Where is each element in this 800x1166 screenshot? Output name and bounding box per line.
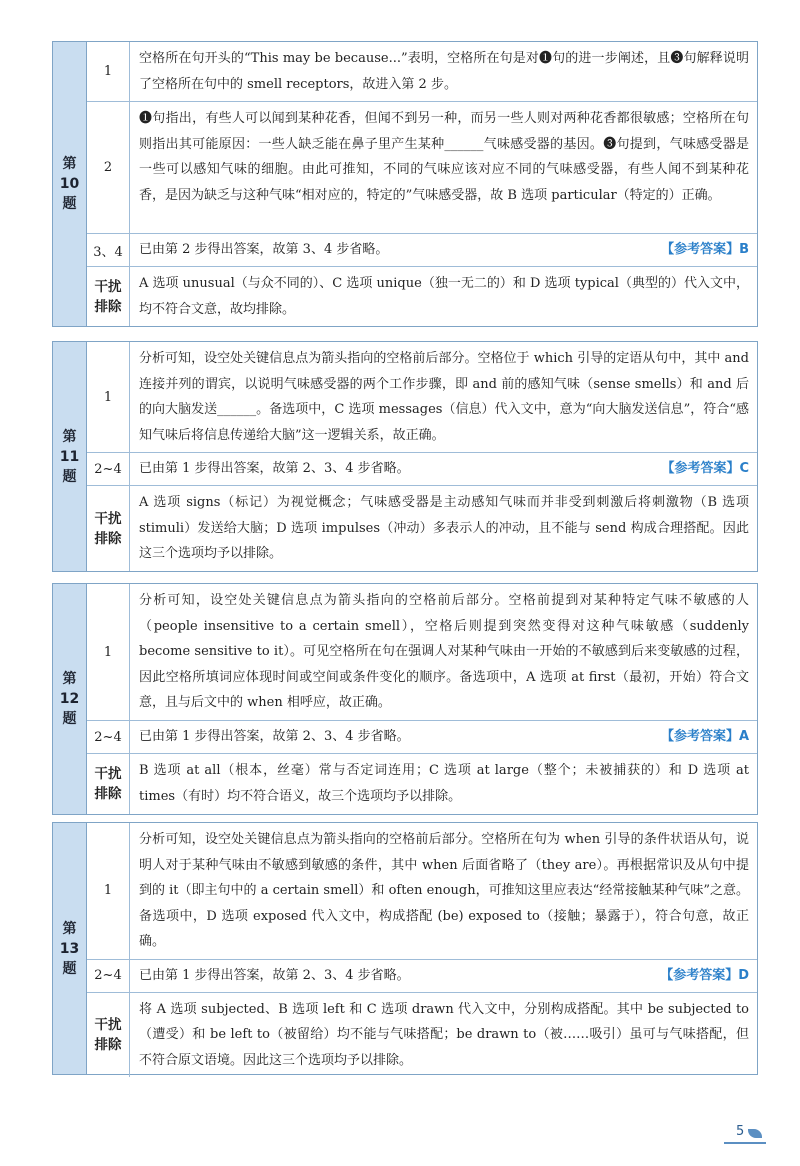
distractor-text: B 选项 at all（根本，丝毫）常与否定词连用；C 选项 at large（整个；未被捕获的）和 D 选项 at times（有时）均不符合语义，故三个选项均予以排除。 (139, 763, 749, 804)
step-number: 2~4 (87, 453, 130, 485)
step-row (87, 233, 757, 266)
distractor-label: 干扰 排除 (87, 486, 130, 571)
page-number: 5 (736, 1124, 745, 1139)
distractor-row (87, 992, 757, 1078)
question-12-block (52, 583, 758, 815)
page-leaf-icon (748, 1129, 762, 1138)
answer-badge: 【参考答案】A (660, 729, 749, 745)
answer-badge: 【参考答案】D (660, 967, 749, 983)
step-row (87, 101, 757, 233)
step-row (87, 584, 757, 720)
step-number: 1 (87, 342, 130, 452)
step-row (87, 42, 757, 101)
question-11-block (52, 341, 758, 572)
step-text: ❶句指出，有些人可以闻到某种花香，但闻不到另一种，而另一些人则对两种花香都很敏感；空格所在句则指出其可能原因：一些人缺乏能在鼻子里产生某种______气味感受器的基因。❸句提到，气味感受器是一些可以感知气味的细胞。由此可推知，不同的气味应该对应不同的气味感受器，有些人闻不到某种花香，是因为缺乏与这种气味“相对应的，特定的”气味感受器，故 B 选项 particular（特定的）正确。 (139, 111, 749, 203)
question-label: 第 12 题 (53, 584, 87, 814)
question-label: 第 11 题 (53, 342, 87, 571)
distractor-label: 干扰 排除 (87, 993, 130, 1078)
step-text: 空格所在句开头的“This may be because...”表明，空格所在句是对❶句的进一步阐述，且❸句解释说明了空格所在句中的 smell receptors，故进入第 2 步。 (139, 51, 749, 92)
question-label: 第 10 题 (53, 42, 87, 326)
distractor-text: 将 A 选项 subjected、B 选项 left 和 C 选项 drawn 代入文中，分别构成搭配。其中 be subjected to（遭受）和 be left to（被留给）均不能与气味搭配；be drawn to（被……吸引）虽可与气味搭配，但不符合原文语境。因此这三个选项均予以排除。 (139, 1001, 749, 1068)
step-text: 分析可知，设空处关键信息点为箭头指向的空格前后部分。空格所在句为 when 引导的条件状语从句，说明人对于某种气味由不敏感到敏感的条件，其中 when 后面省略了（they are）。再根据常识及从句中提到的 it（即主句中的 a certain smell）和 often enough，可推知这里应表达“经常接触某种气味”之意。备选项中，D 选项 exposed 代入文中，构成搭配 (be) exposed to（接触；暴露于），符合句意，故正确。 (139, 832, 749, 949)
step-text: 已由第 1 步得出答案，故第 2、3、4 步省略。 (139, 461, 410, 477)
step-text: 已由第 2 步得出答案，故第 3、4 步省略。 (139, 242, 389, 258)
answer-badge: 【参考答案】B (661, 242, 749, 258)
step-number: 1 (87, 584, 130, 720)
question-13-block (52, 822, 758, 1075)
step-text: 已由第 1 步得出答案，故第 2、3、4 步省略。 (139, 729, 410, 745)
step-text: 分析可知，设空处关键信息点为箭头指向的空格前后部分。空格前提到对某种特定气味不敏感的人（people insensitive to a certain smell），空格后则提到突然变得对这种气味敏感（suddenly become sensitive to it）。可见空格所在句在强调人对某种气味由一开始的不敏感到后来变敏感的过程，因此空格所填词应体现时间或空间或条件变化的顺序。备选项中，A 选项 at first（最初，开始）符合文意，且与后文中的 when 相呼应，故正确。 (139, 593, 749, 710)
distractor-label: 干扰 排除 (87, 267, 130, 326)
page-underline (724, 1142, 766, 1144)
step-text: 分析可知，设空处关键信息点为箭头指向的空格前后部分。空格位于 which 引导的定语从句中，其中 and 连接并列的谓宾，以说明气味感受器的两个工作步骤，即 and 前的感知气味（sense smells）和 and 后的向大脑发送______。备选项中，C 选项 messages（信息）代入文中，意为“向大脑发送信息”，符合“感知气味后将信息传递给大脑”这一逻辑关系，故正确。 (139, 351, 749, 443)
step-row (87, 342, 757, 452)
step-text: 已由第 1 步得出答案，故第 2、3、4 步省略。 (139, 967, 410, 983)
distractor-row (87, 266, 757, 326)
step-number: 2~4 (87, 721, 130, 753)
step-number: 2 (87, 102, 130, 233)
step-number: 2~4 (87, 960, 130, 992)
distractor-row (87, 485, 757, 571)
step-row (87, 720, 757, 753)
step-number: 3、4 (87, 234, 130, 266)
answer-badge: 【参考答案】C (661, 461, 749, 477)
step-number: 1 (87, 42, 130, 101)
question-10-block (52, 41, 758, 327)
distractor-text: A 选项 signs（标记）为视觉概念；气味感受器是主动感知气味而并非受到刺激后将刺激物（B 选项 stimuli）发送给大脑；D 选项 impulses（冲动）多表示人的冲动，且不能与 send 构成合理搭配。因此这三个选项均予以排除。 (139, 495, 749, 561)
distractor-row (87, 753, 757, 814)
question-label: 第 13 题 (53, 823, 87, 1074)
distractor-label: 干扰 排除 (87, 754, 130, 814)
distractor-text: A 选项 unusual（与众不同的）、C 选项 unique（独一无二的）和 D 选项 typical（典型的）代入文中，均不符合文意，故均排除。 (139, 276, 749, 317)
step-number: 1 (87, 823, 130, 959)
step-row (87, 959, 757, 992)
step-row (87, 452, 757, 485)
step-row (87, 823, 757, 959)
